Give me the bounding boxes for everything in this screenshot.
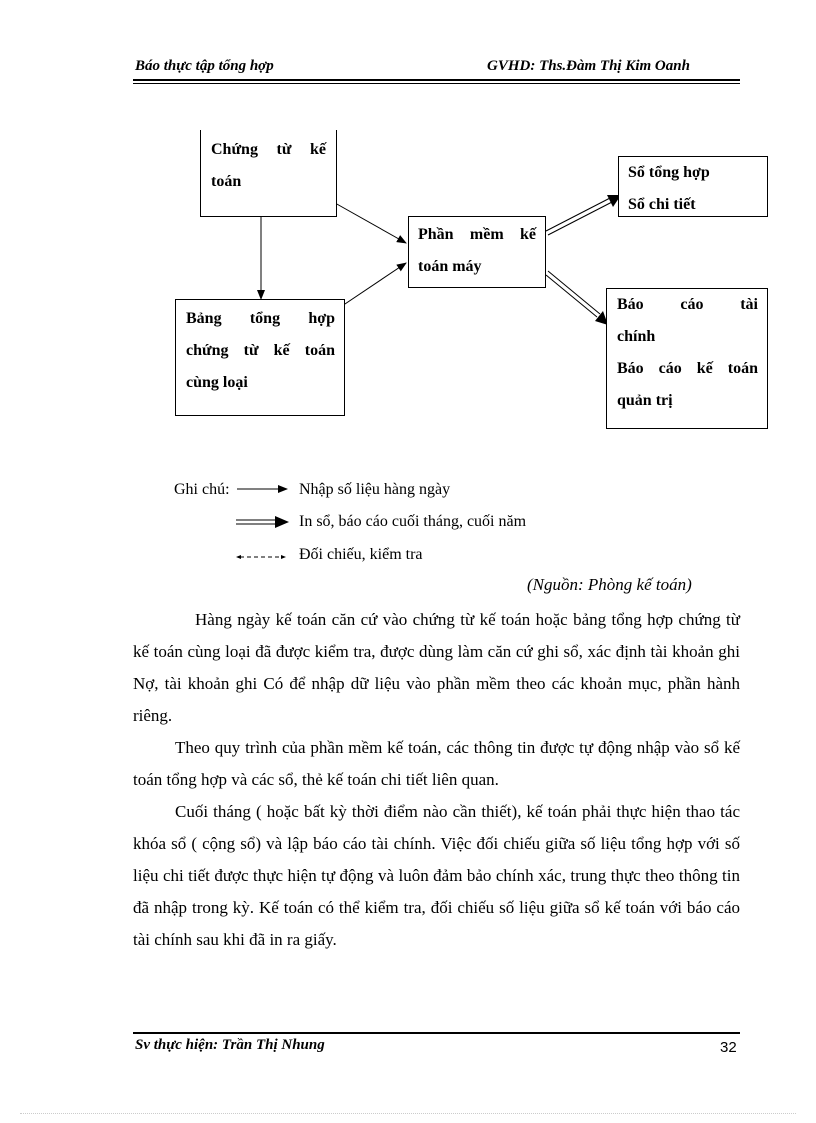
box-summary-line-2: chứng từ kế toán: [186, 342, 335, 359]
paragraph-3: Cuối tháng ( hoặc bất kỳ thời điểm nào cần thiết), kế toán phải thực hiện thao tác khóa sổ ( cộng sổ) và lập báo cáo tài chính. Việc đối chiếu giữa số liệu tổng hợp với số liệu chi tiết được thực hiện tự động và luôn đảm bảo chính xác, trung thực theo thông tin đã nhập trong kỳ. Kế toán có thể kiểm tra, đối chiếu số liệu giữa sổ kế toán với báo cáo tài chính sau khi đã in ra giấy.: [133, 802, 740, 949]
double-arrow-software-to-ledgers: [546, 195, 621, 235]
box-accounting-software: [408, 216, 546, 288]
box-ledgers: [618, 156, 768, 217]
legend-reconcile: Đối chiếu, kiểm tra: [299, 546, 423, 563]
legend-print-reports: In sổ, báo cáo cuối tháng, cuối năm: [299, 513, 527, 530]
arrow-source-to-software: [335, 203, 406, 243]
arrow-summary-to-software: [336, 263, 406, 310]
header-supervisor: GVHD: Ths.Đàm Thị Kim Oanh: [487, 58, 690, 74]
box-source-line-2: toán: [211, 173, 242, 190]
box-reports-line-4: quản trị: [617, 392, 673, 409]
box-ledgers-line-1: Sổ tổng hợp: [628, 164, 710, 181]
box-reports-line-2: chính: [617, 328, 656, 345]
legend-double-arrow: [236, 516, 289, 528]
box-source-documents: [200, 130, 337, 217]
box-summary-line-3: cùng loại: [186, 374, 248, 391]
double-arrow-software-to-reports: [546, 271, 608, 325]
box-reports-line-3: Báo cáo kế toán: [617, 360, 758, 377]
body-text: [133, 604, 740, 956]
box-summary-line-1: Bảng tổng hợp: [186, 310, 335, 327]
box-software-line-1: Phần mềm kế: [418, 226, 536, 243]
legend-daily-input: Nhập số liệu hàng ngày: [299, 481, 451, 498]
box-source-line-1: Chứng từ kế: [211, 141, 326, 158]
footer-student: Sv thực hiện: Trần Thị Nhung: [135, 1037, 325, 1053]
box-ledgers-line-2: Sổ chi tiết: [628, 196, 696, 213]
header-report-title: Báo thực tập tổng hợp: [135, 58, 274, 74]
paragraph-1: Hàng ngày kế toán căn cứ vào chứng từ kế toán hoặc bảng tổng hợp chứng từ kế toán cùng loại đã được kiểm tra, được dùng làm căn cứ ghi sổ, xác định tài khoản ghi Nợ, tài khoản ghi Có để nhập dữ liệu vào phần mềm theo các khoản mục, phần hành riêng.: [133, 610, 740, 725]
box-reports: [606, 288, 768, 429]
box-software-line-2: toán máy: [418, 258, 482, 275]
page-bottom-border: [20, 1113, 796, 1114]
footer-rule-thick: [133, 1032, 740, 1034]
box-reports-line-1: Báo cáo tài: [617, 296, 758, 313]
legend-dashed-arrow: [236, 555, 286, 559]
legend-label: Ghi chú:: [174, 481, 230, 498]
box-summary-documents: [175, 299, 345, 416]
diagram-source-note: (Nguồn: Phòng kế toán): [527, 575, 692, 594]
footer-page-number: 32: [720, 1039, 737, 1056]
paragraph-2: Theo quy trình của phần mềm kế toán, các thông tin được tự động nhập vào sổ kế toán tổng hợp và các sổ, thẻ kế toán chi tiết liên quan.: [133, 738, 740, 789]
